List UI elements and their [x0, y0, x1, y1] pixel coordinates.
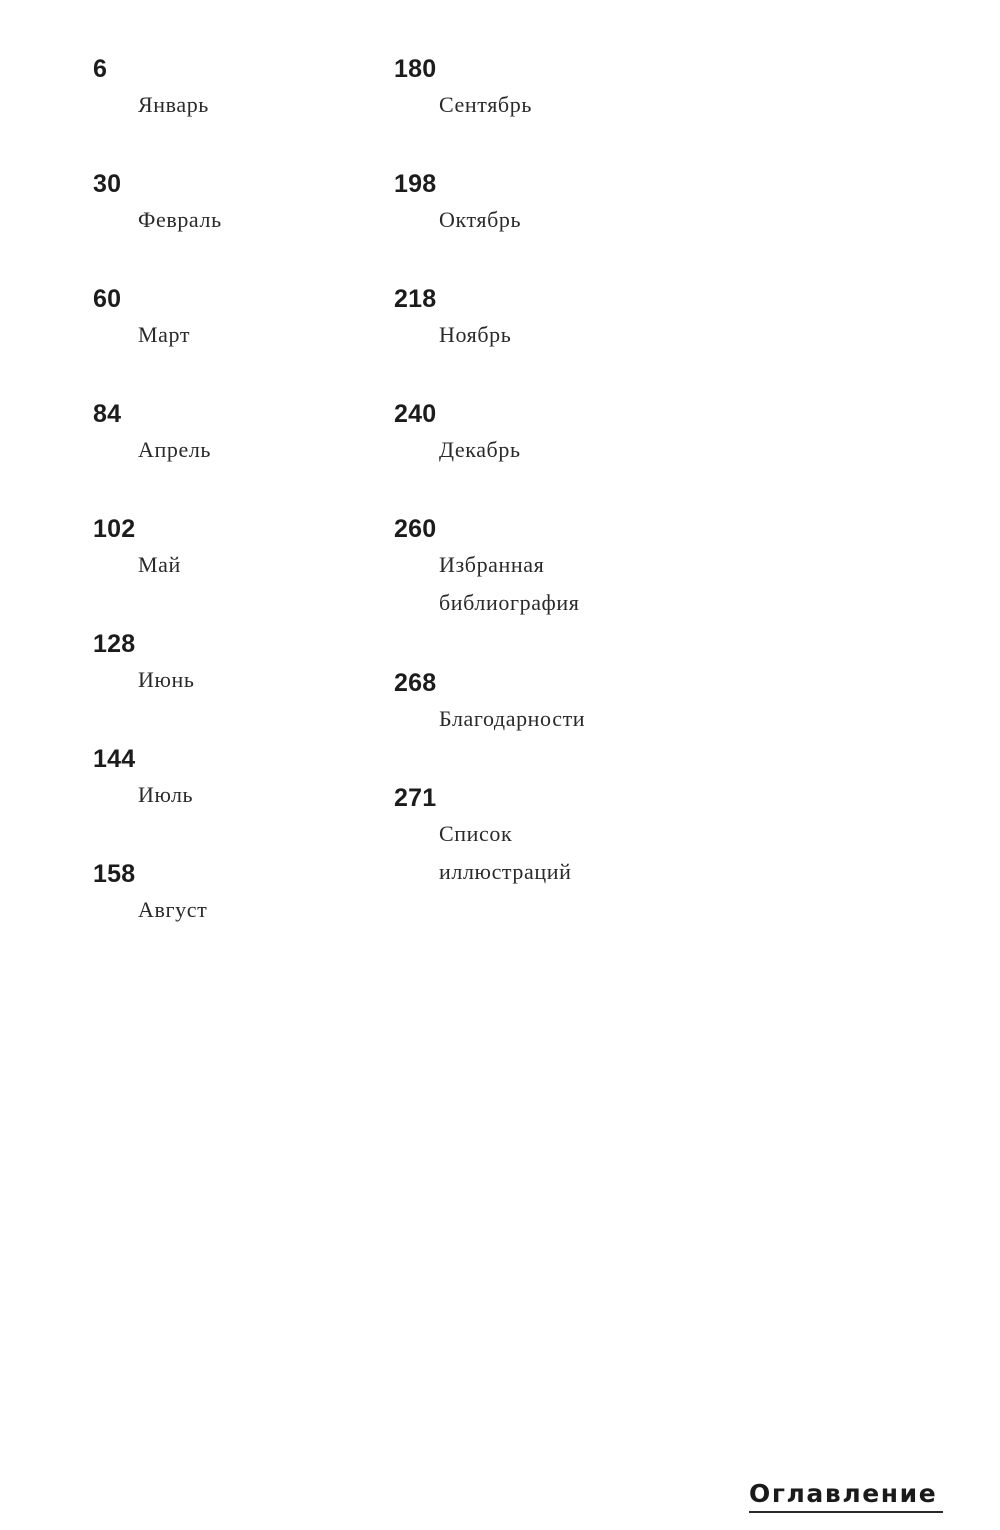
toc-entry [394, 666, 724, 781]
page-number: 260 [394, 515, 437, 543]
toc-entry [394, 397, 724, 512]
chapter-title: Декабрь [439, 437, 521, 462]
page-number: 198 [394, 170, 437, 198]
chapter-title: Избранная библиография [439, 552, 580, 615]
page-number: 240 [394, 400, 437, 428]
page-title: Оглавление [749, 1479, 938, 1508]
toc-entry [394, 512, 724, 666]
toc-column-left [93, 52, 373, 972]
toc-entry [394, 167, 724, 282]
page-number: 60 [93, 285, 122, 313]
chapter-title: Июнь [138, 667, 195, 692]
chapter-title: Ноябрь [439, 322, 512, 347]
toc-entry [93, 627, 373, 742]
chapter-title: Август [138, 897, 208, 922]
page-number: 271 [394, 784, 437, 812]
toc-entry [93, 857, 373, 972]
toc-column-right [394, 52, 724, 896]
toc-entry [93, 397, 373, 512]
page-number: 158 [93, 860, 136, 888]
toc-entry [394, 282, 724, 397]
toc-entry [93, 512, 373, 627]
chapter-title: Благодарности [439, 706, 586, 731]
chapter-title: Январь [138, 92, 209, 117]
toc-entry [93, 282, 373, 397]
chapter-title: Апрель [138, 437, 212, 462]
chapter-title: Март [138, 322, 191, 347]
toc-entry [394, 781, 724, 896]
page-number: 268 [394, 669, 437, 697]
page-number: 144 [93, 745, 136, 773]
page-number: 128 [93, 630, 136, 658]
page-number: 84 [93, 400, 122, 428]
chapter-title: Май [138, 552, 181, 577]
chapter-title: Сентябрь [439, 92, 532, 117]
page-number: 30 [93, 170, 122, 198]
page-number: 180 [394, 55, 437, 83]
chapter-title: Февраль [138, 207, 222, 232]
toc-entry [93, 742, 373, 857]
toc-entry [93, 167, 373, 282]
title-underline [749, 1511, 943, 1513]
chapter-title: Октябрь [439, 207, 522, 232]
chapter-title: Июль [138, 782, 194, 807]
toc-entry [394, 52, 724, 167]
toc-entry [93, 52, 373, 167]
page-number: 6 [93, 55, 108, 83]
page-number: 102 [93, 515, 136, 543]
chapter-title: Список иллюстраций [439, 821, 572, 884]
page-number: 218 [394, 285, 437, 313]
